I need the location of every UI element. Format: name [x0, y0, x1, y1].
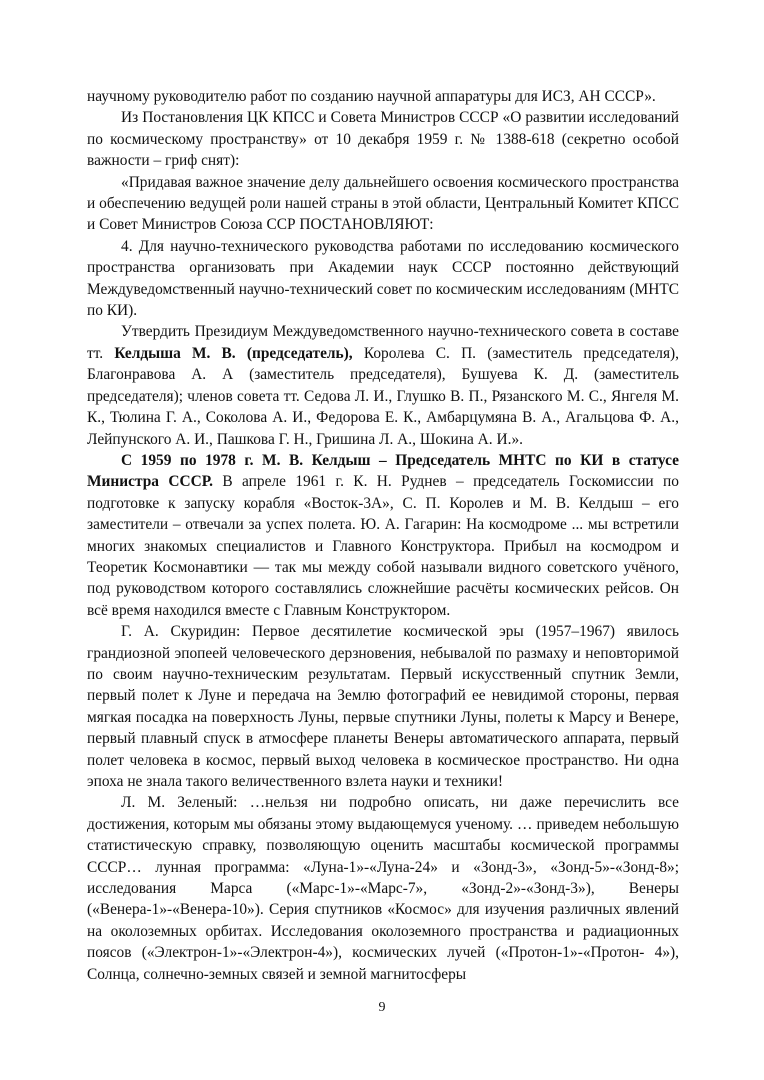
paragraph — [87, 236, 679, 322]
paragraph — [87, 107, 679, 171]
paragraph — [87, 172, 679, 236]
page-number: 9 — [378, 1000, 386, 1015]
bold-text: С 1959 по 1978 г. М. В. Келдыш – Председатель МНТС по КИ в статусе Министра СССР. — [87, 451, 679, 491]
text-run: В апреле 1961 г. К. Н. Руднев – председатель Госкомиссии по подготовке к запуску корабля «Восток-3А», С. П. Королев и М. В. Келдыш – его заместители – отвечали за успех полета. Ю. А. Гагарин: На космодроме ... мы встретили многих знакомых специалистов и Главного Конструктора. Прибыл на космодром и Теоретик Космонавтики — так мы между собой называли видного советского учёного, под руководством которого составлялись сложнейшие расчёты космических рейсов. Он всё время находился вместе с Главным Конструктором. — [87, 473, 679, 619]
paragraph — [87, 321, 679, 449]
text-run: Из Постановления ЦК КПСС и Совета Министров СССР «О развитии исследований по космическому пространству» от 10 декабря 1959 г. № 1388-618 (секретно особой важности – гриф снят): — [87, 109, 679, 170]
bold-text: Келдыша М. В. (председатель), — [114, 344, 353, 362]
paragraph — [87, 86, 679, 107]
paragraph — [87, 792, 679, 985]
text-run: Л. М. Зеленый: …нельзя ни подробно описать, ни даже перечислить все достижения, которым мы обязаны этому выдающемуся ученому. … приведем небольшую статистическую справку, позволяющую оценить масштабы космической программы СССР… лунная программа: «Луна-1»-«Луна-24» и «Зонд-3», «Зонд-5»-«Зонд-8»; исследования Марса («Марс-1»-«Марс-7», «Зонд-2»-«Зонд-3»), Венеры («Венера-1»-«Венера-10»). Серия спутников «Космос» для изучения различных явлений на околоземных орбитах. Исследования околоземного пространства и радиационных поясов («Электрон-1»-«Электрон-4»), космических лучей («Протон-1»-«Протон- 4»), Солнца, солнечно-земных связей и земной магнитосферы — [87, 794, 679, 983]
text-run: научному руководителю работ по созданию научной аппаратуры для ИСЗ, АН СССР». — [87, 88, 656, 105]
text-run: Утвердить Президиум Междуведомственного научно-технического совета в составе тт. — [87, 323, 679, 362]
text-run: «Придавая важное значение делу дальнейшего освоения космического пространства и обеспечению ведущей роли нашей страны в этой области, Центральный Комитет КПСС и Совет Министров Союза ССР ПОСТАНОВЛЯЮТ: — [87, 173, 679, 234]
document-body — [87, 86, 679, 985]
text-run: Г. А. Скуридин: Первое десятилетие космической эры (1957–1967) явилось грандиозной эпопеей человеческого дерзновения, небывалой по размаху и неповторимой по своим научно-техническим результатам. Первый искусственный спутник Земли, первый полет к Луне и передача на Землю фотографий ее невидимой стороны, первая мягкая посадка на поверхность Луны, первые спутники Луны, полеты к Марсу и Венере, первый плавный спуск в атмосфере планеты Венеры автоматического аппарата, первый полет человека в космос, первый выход человека в космическое пространство. Ни одна эпоха не знала такого величественного взлета науки и техники! — [87, 623, 679, 790]
paragraph — [87, 450, 679, 621]
text-run: Королева С. П. (заместитель председателя), Благонравова А. А (заместитель председателя), Бушуева К. Д. (заместитель председателя); членов совета тт. Седова Л. И., Глушко В. П., Рязанского М. С., Янгеля М. К., Тюлина Г. А., Соколова А. И., Федорова Е. К., Амбарцумяна В. А., Агальцова Ф. А., Лейпунского А. И., Пашкова Г. Н., Гришина Л. А., Шокина А. И.». — [87, 344, 679, 448]
paragraph — [87, 621, 679, 792]
text-run: 4. Для научно-технического руководства работами по исследованию космического пространства организовать при Академии наук СССР постоянно действующий Междуведомственный научно-технический совет по космическим исследованиям (МНТС по КИ). — [87, 237, 679, 320]
